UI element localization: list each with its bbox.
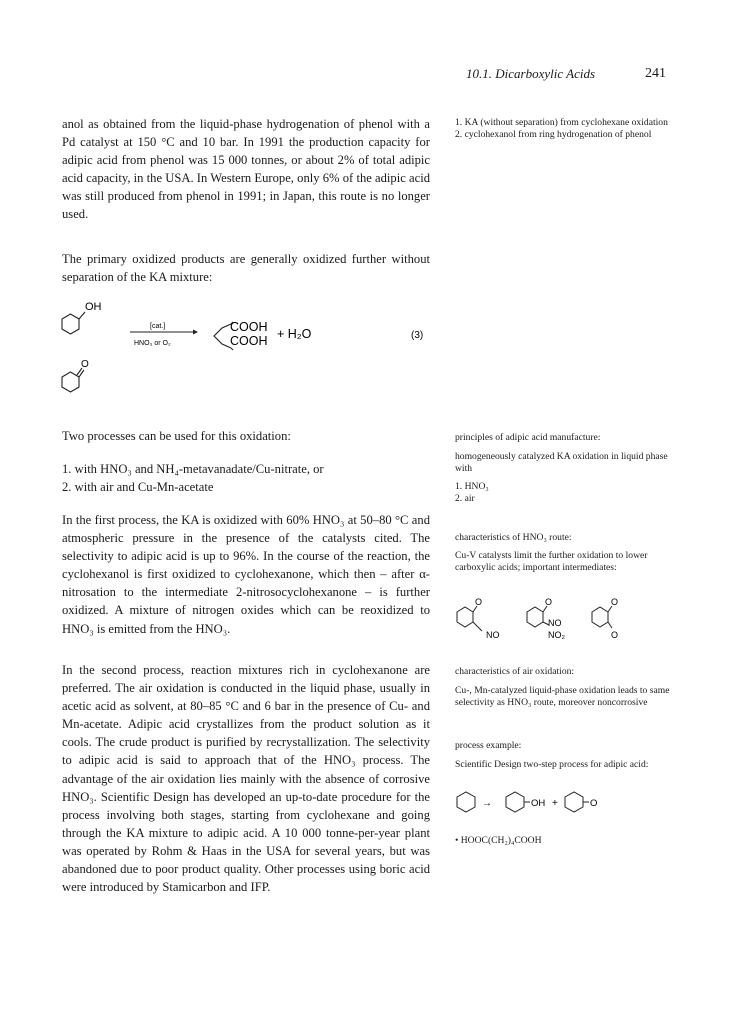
product-formula: • HOOC(CH₂)₄COOH (455, 835, 542, 846)
nitroso-ketone-intermediate (527, 606, 549, 627)
process-list (62, 460, 430, 496)
cooh-top-label: COOH (230, 320, 268, 334)
paragraph-primary-products (62, 250, 430, 286)
scheme-arrow: → (482, 798, 492, 809)
cyclohexanone-structure (62, 368, 84, 392)
paragraph-two-processes (62, 427, 430, 445)
paragraph-phenol-route (62, 115, 430, 224)
margin-note-sources (455, 117, 670, 141)
plus-water-label: + H₂O (277, 327, 312, 341)
paragraph-text: The primary oxidized products are generally oxidized further without separation of the KA mixture: (62, 252, 430, 285)
margin-note-product (455, 835, 670, 847)
margin-text: Scientific Design two-step process for adipic acid: (455, 759, 649, 771)
two-step-scheme (452, 785, 672, 821)
cyclohexane-structure (457, 792, 475, 812)
cyclohexanol-structure (506, 792, 524, 812)
oxo-label: O (611, 630, 619, 640)
oxo-label: O (590, 798, 598, 809)
cyclohexanol-structure (62, 312, 85, 334)
list-item: 2. with air and Cu-Mn-acetate (62, 480, 214, 495)
arrow-head (193, 330, 198, 335)
running-header (466, 66, 666, 86)
section-title: 10.1. Dicarboxylic Acids (466, 66, 596, 81)
equation-number: (3) (411, 330, 424, 341)
margin-note-hno3-route (455, 532, 670, 575)
cyclohexanone-intermediate (457, 606, 477, 627)
margin-text: homogeneously catalyzed KA oxidation in liquid phase with (455, 451, 668, 475)
bond-line (473, 622, 482, 631)
nitro-label: NO₂ (548, 630, 565, 640)
nitroso-label: NO (486, 630, 500, 640)
oh-label: OH (85, 301, 102, 313)
paragraph-text: anol as obtained from the liquid-phase hydrogenation of phenol with a Pd catalyst at 150 °C and 10 bar. In 1991 the production capacity for adipic acid from phenol was 15 000 tonnes, or about 2% of total adipic acid capacity, in the USA. In Western Europe, only 6% of the adipic acid was still produced from phenol in 1991; in Japan, this route is no longer used. (62, 117, 430, 222)
cyclohexanone-structure (565, 792, 583, 812)
paragraph-text: In the first process, the KA is oxidized with 60% HNO₃ at 50–80 °C and atmospheric pressure in the presence of the catalysts cited. The selectivity to adipic acid is up to 96%. In the course of the reaction, the cyclohexanol is first oxidized to cyclohexanone, which then – after α-nitrosation to the intermediate 2-nitrosocyclohexanone – is further oxidized. A mixture of nitrogen oxides which can be reoxidized to HNO₃ is emitted from the HNO₃. (62, 513, 430, 636)
nitroso-label: NO (548, 618, 562, 628)
paragraph-second-process (62, 661, 430, 896)
plus-sign: + (552, 798, 558, 809)
page-number: 241 (645, 66, 666, 81)
margin-note-air-oxidation (455, 666, 670, 710)
cooh-bottom-label: COOH (230, 334, 268, 348)
oxo-label: O (545, 597, 553, 607)
margin-note-principles (455, 432, 670, 505)
list-item: 1. KA (without separation) from cyclohexane oxidation (455, 117, 668, 128)
oxo-label: O (611, 597, 619, 607)
intermediates-structures (452, 595, 672, 645)
hydroxyl-label: OH (531, 798, 546, 809)
reagents-label: HNO₃ or O₂ (134, 340, 171, 347)
margin-heading: characteristics of air oxidation: (455, 666, 575, 677)
margin-heading: principles of adipic acid manufacture: (455, 432, 601, 443)
list-item: 1. HNO₃ (455, 480, 489, 492)
paragraph-first-process (62, 511, 430, 638)
paragraph-text: Two processes can be used for this oxidation: (62, 429, 291, 443)
paragraph-text: In the second process, reaction mixtures rich in cyclohexanone are preferred. The air oxidation is conducted in the liquid phase, usually in acetic acid as solvent, at 80–85 °C and 6 bar in the presence of Cu- and Mn-acetate. Adipic acid crystallizes from the product solution as it cools. The crude product is purified by recrystallization. The selectivity to adipic acid is said to approach that of the HNO₃ process. The advantage of the air oxidation lies mainly with the absence of corrosive HNO₃. Scientific Design has developed an up-to-date procedure for the process involving both stages, starting from cyclohexane and going through the KA mixture to adipic acid. A 10 000 tonne-per-year plant was operated by Rohm & Haas in the USA for several years, but was abandoned due to poor product quality. Other processes using boric acid were introduced by Stamicarbon and IFP. (62, 663, 430, 895)
list-item: 2. cyclohexanol from ring hydrogenation of phenol (455, 129, 652, 141)
margin-heading: characteristics of HNO₃ route: (455, 532, 572, 543)
oxo-label: O (475, 597, 483, 607)
margin-heading: process example: (455, 740, 522, 751)
list-item: 1. with HNO₃ and NH₄-metavanadate/Cu-nitrate, or (62, 462, 324, 476)
margin-text: Cu-, Mn-catalyzed liquid-phase oxidation leads to same selectivity as HNO₃ route, moreover noncorrosive (455, 685, 670, 709)
reaction-equation-3 (55, 292, 435, 407)
margin-text: Cu-V catalysts limit the further oxidation to lower carboxylic acids; important intermediates: (455, 550, 648, 574)
o-label: O (81, 359, 89, 370)
list-item: 2. air (455, 492, 475, 504)
dione-intermediate (592, 606, 612, 628)
margin-note-process-example (455, 740, 670, 771)
catalyst-label: [cat.] (150, 323, 166, 330)
